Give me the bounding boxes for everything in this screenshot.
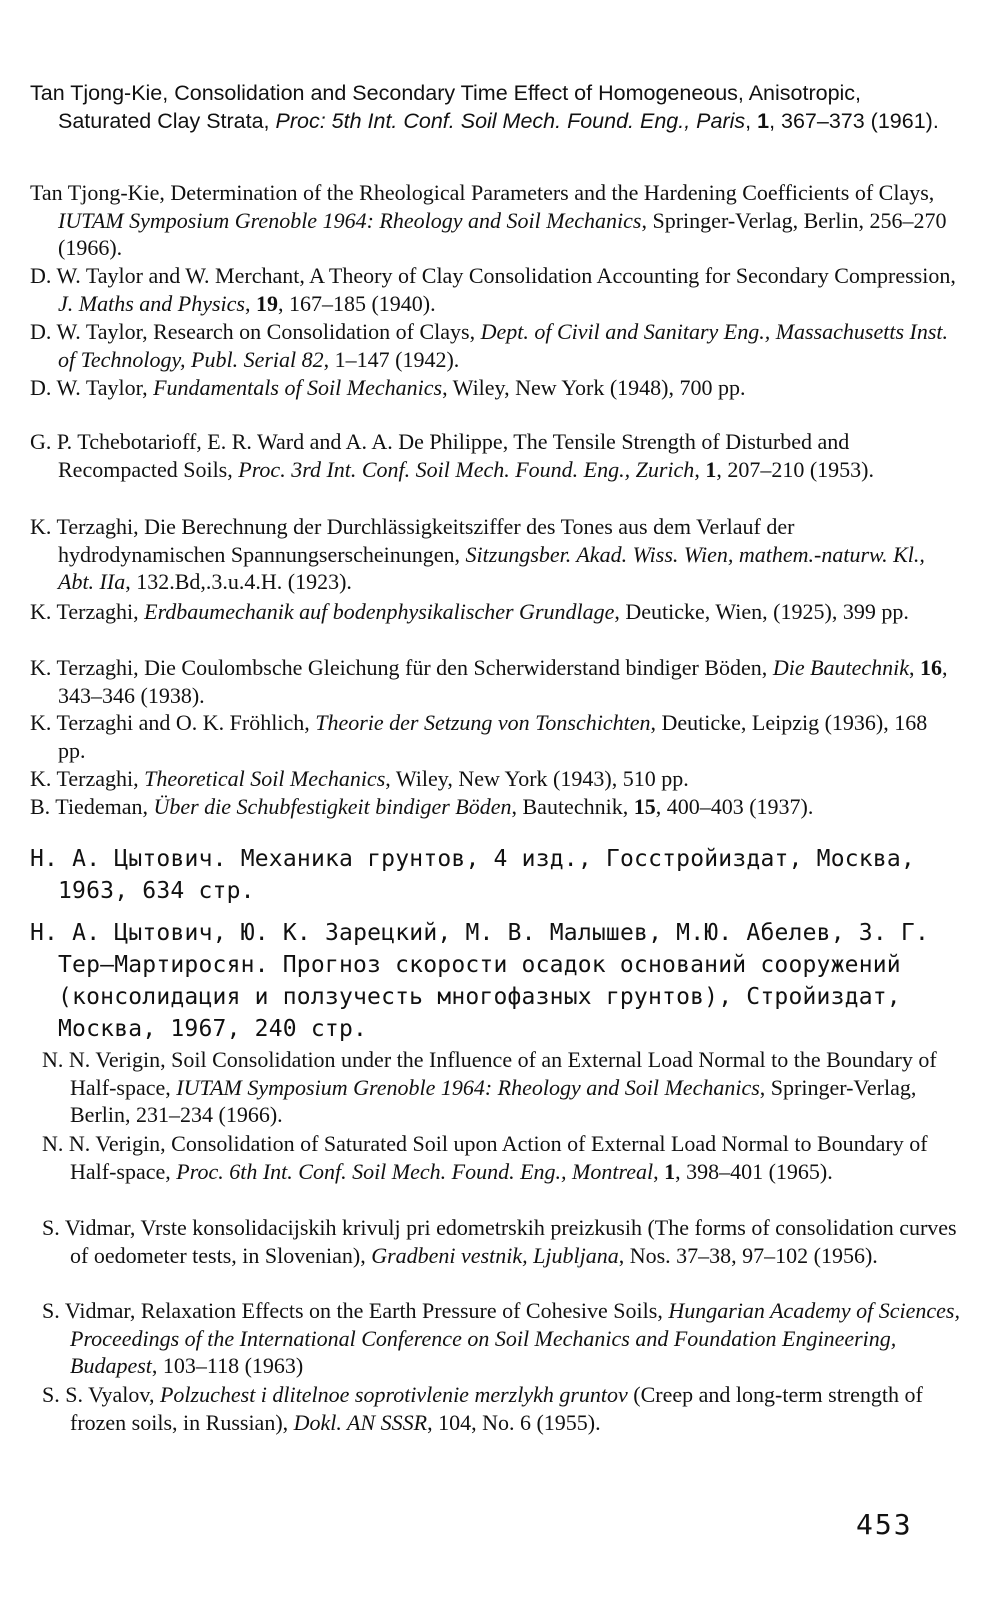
- reference-volume: 19: [255, 290, 278, 316]
- reference-text: K. Terzaghi, Die Coulombsche Gleichung für den Scherwiderstand bindiger Böden,: [30, 655, 773, 680]
- reference-volume: 1: [705, 456, 717, 482]
- reference-volume: 1: [757, 108, 770, 133]
- reference-entry: [30, 765, 960, 793]
- reference-text: , Springer-Verlag, Berlin, 256–270 (1966).: [58, 207, 947, 261]
- reference-text: , 398–401 (1965).: [675, 1158, 833, 1184]
- reference-entry: [42, 1046, 962, 1129]
- reference-italic-text: Hungarian Academy of Sciences, Proceedings of the International Conference on Soil Mechanics and Foundation Engineering, Budapest: [70, 1298, 960, 1379]
- reference-text: , 207–210 (1953).: [716, 456, 874, 482]
- reference-text: K. Terzaghi and O. K. Fröhlich,: [30, 710, 316, 735]
- reference-text: N. N. Verigin, Soil Consolidation under the Influence of an External Load Normal to the Boundary of Half-space,: [42, 1047, 937, 1100]
- reference-text: D. W. Taylor,: [30, 375, 154, 400]
- reference-italic-text: Proc: 5th Int. Conf. Soil Mech. Found. Eng., Paris: [275, 108, 746, 133]
- reference-entry: [30, 709, 960, 764]
- reference-text: ,: [909, 655, 921, 680]
- reference-entry: [42, 1130, 962, 1185]
- reference-italic-text: Erdbaumechanik auf bodenphysikalischer Grundlage: [144, 599, 615, 624]
- reference-italic-text: IUTAM Symposium Grenoble 1964: Rheology and Soil Mechanics: [176, 1074, 760, 1100]
- reference-entry: [30, 654, 960, 709]
- reference-text: Н. А. Цытович, Ю. К. Зарецкий, М. В. Малышев, М.Ю. Абелев, 3. Г. Тер–Мартиросян. Прогноз скорости осадок оснований сооружений (консолидация и ползучесть многофазных грунтов), Стройиздат, Москва, 1967, 240 стр.: [30, 920, 930, 1042]
- reference-text: , Wiley, New York (1948), 700 pp.: [442, 375, 746, 400]
- reference-text: , Deuticke, Leipzig (1936), 168 pp.: [58, 710, 928, 763]
- reference-italic-text: IUTAM Symposium Grenoble 1964: Rheology and Soil Mechanics: [58, 207, 642, 233]
- reference-italic-text: Theorie der Setzung von Tonschichten: [315, 710, 651, 735]
- reference-text: Tan Tjong-Kie, Consolidation and Secondary Time Effect of Homogeneous, Anisotropic, Saturated Clay Strata,: [30, 81, 862, 133]
- reference-entry: [30, 318, 960, 373]
- reference-text: , 132.Bd,.3.u.4.H. (1923).: [125, 569, 352, 595]
- reference-entry: [30, 428, 960, 483]
- reference-italic-text: J. Maths and Physics: [58, 290, 245, 316]
- reference-text: , 104, No. 6 (1955).: [427, 1409, 601, 1435]
- reference-text: , Springer-Verlag, Berlin, 231–234 (1966).: [70, 1074, 917, 1128]
- reference-volume: 16: [920, 655, 943, 680]
- reference-text: , Wiley, New York (1943), 510 pp.: [385, 766, 689, 791]
- reference-text: (Creep and long-term strength of frozen soils, in Russian),: [70, 1382, 923, 1435]
- reference-entry: [30, 179, 960, 262]
- reference-text: ,: [244, 290, 256, 316]
- reference-text: , 167–185 (1940).: [277, 290, 436, 316]
- reference-entry: [30, 843, 960, 907]
- reference-text: S. Vidmar, Relaxation Effects on the Earth Pressure of Cohesive Soils,: [42, 1298, 669, 1323]
- reference-text: N. N. Verigin, Consolidation of Saturated Soil upon Action of External Load Normal to Boundary of Half-space,: [42, 1131, 928, 1184]
- reference-entry: [30, 513, 960, 596]
- reference-entry: [30, 598, 960, 626]
- reference-text: , Bautechnik,: [511, 794, 634, 819]
- reference-italic-text: Fundamentals of Soil Mechanics: [153, 375, 443, 400]
- reference-text: K. Terzaghi, Die Berechnung der Durchlässigkeitsziffer des Tones aus dem Verlauf der hydrodynamischen Spannungserscheinungen,: [30, 514, 795, 567]
- reference-italic-text: Theoretical Soil Mechanics: [144, 766, 386, 791]
- reference-italic-text: Die Bautechnik: [772, 655, 910, 680]
- reference-entry: [42, 1381, 962, 1436]
- reference-italic-text: Dokl. AN SSSR: [293, 1409, 428, 1435]
- reference-text: , 103–118 (1963): [151, 1353, 304, 1379]
- reference-italic-text: Über die Schubfestigkeit bindiger Böden: [153, 794, 512, 819]
- reference-entry: [42, 1297, 962, 1380]
- reference-entry: [30, 917, 960, 1045]
- reference-text: K. Terzaghi,: [30, 599, 145, 624]
- reference-italic-text: Dept. of Civil and Sanitary Eng., Massachusetts Inst. of Technology, Publ. Serial 82: [58, 319, 949, 372]
- reference-text: , 1–147 (1942).: [323, 346, 460, 372]
- reference-text: ,: [694, 456, 706, 482]
- reference-text: G. P. Tchebotarioff, E. R. Ward and A. A. De Philippe, The Tensile Strength of Disturbed and Recompacted Soils,: [30, 429, 850, 482]
- reference-text: , Nos. 37–38, 97–102 (1956).: [618, 1242, 878, 1268]
- reference-entry: [42, 1214, 962, 1269]
- reference-text: ,: [653, 1158, 665, 1184]
- reference-entry: [30, 80, 960, 135]
- reference-text: , Deuticke, Wien, (1925), 399 pp.: [614, 599, 909, 624]
- reference-italic-text: Polzuchest i dlitelnoe soprotivlenie merzlykh gruntov: [159, 1382, 628, 1407]
- reference-italic-text: Gradbeni vestnik, Ljubljana: [371, 1242, 619, 1268]
- reference-text: B. Tiedeman,: [30, 794, 154, 819]
- reference-volume: 1: [664, 1158, 676, 1184]
- reference-text: K. Terzaghi,: [30, 766, 145, 791]
- reference-text: , 367–373 (1961).: [769, 108, 939, 133]
- reference-italic-text: Sitzungsber. Akad. Wiss. Wien, mathem.-naturw. Kl., Abt. IIa: [58, 541, 925, 595]
- reference-italic-text: Proc. 3rd Int. Conf. Soil Mech. Found. Eng., Zurich: [238, 456, 695, 482]
- reference-text: , 343–346 (1938).: [58, 655, 948, 708]
- reference-text: Н. А. Цытович. Механика грунтов, 4 изд., Госстройиздат, Москва, 1963, 634 стр.: [30, 846, 915, 904]
- reference-italic-text: Proc. 6th Int. Conf. Soil Mech. Found. Eng., Montreal: [176, 1158, 654, 1184]
- reference-text: Tan Tjong-Kie, Determination of the Rheological Parameters and the Hardening Coefficients of Clays,: [30, 180, 935, 205]
- reference-volume: 15: [633, 794, 656, 819]
- reference-text: , 400–403 (1937).: [655, 794, 814, 819]
- reference-entry: [30, 262, 960, 317]
- reference-text: ,: [745, 108, 758, 133]
- reference-text: D. W. Taylor, Research on Consolidation of Clays,: [30, 319, 481, 344]
- reference-text: S. Vidmar, Vrste konsolidacijskih krivulj pri edometrskih preizkusih (The forms of consolidation curves of oedometer tests, in Slovenian),: [42, 1215, 957, 1268]
- reference-text: S. S. Vyalov,: [42, 1382, 160, 1407]
- reference-entry: [30, 793, 960, 821]
- page-number: 453: [856, 1508, 913, 1541]
- reference-text: D. W. Taylor and W. Merchant, A Theory of Clay Consolidation Accounting for Secondary Compression,: [30, 263, 956, 288]
- reference-entry: [30, 374, 960, 402]
